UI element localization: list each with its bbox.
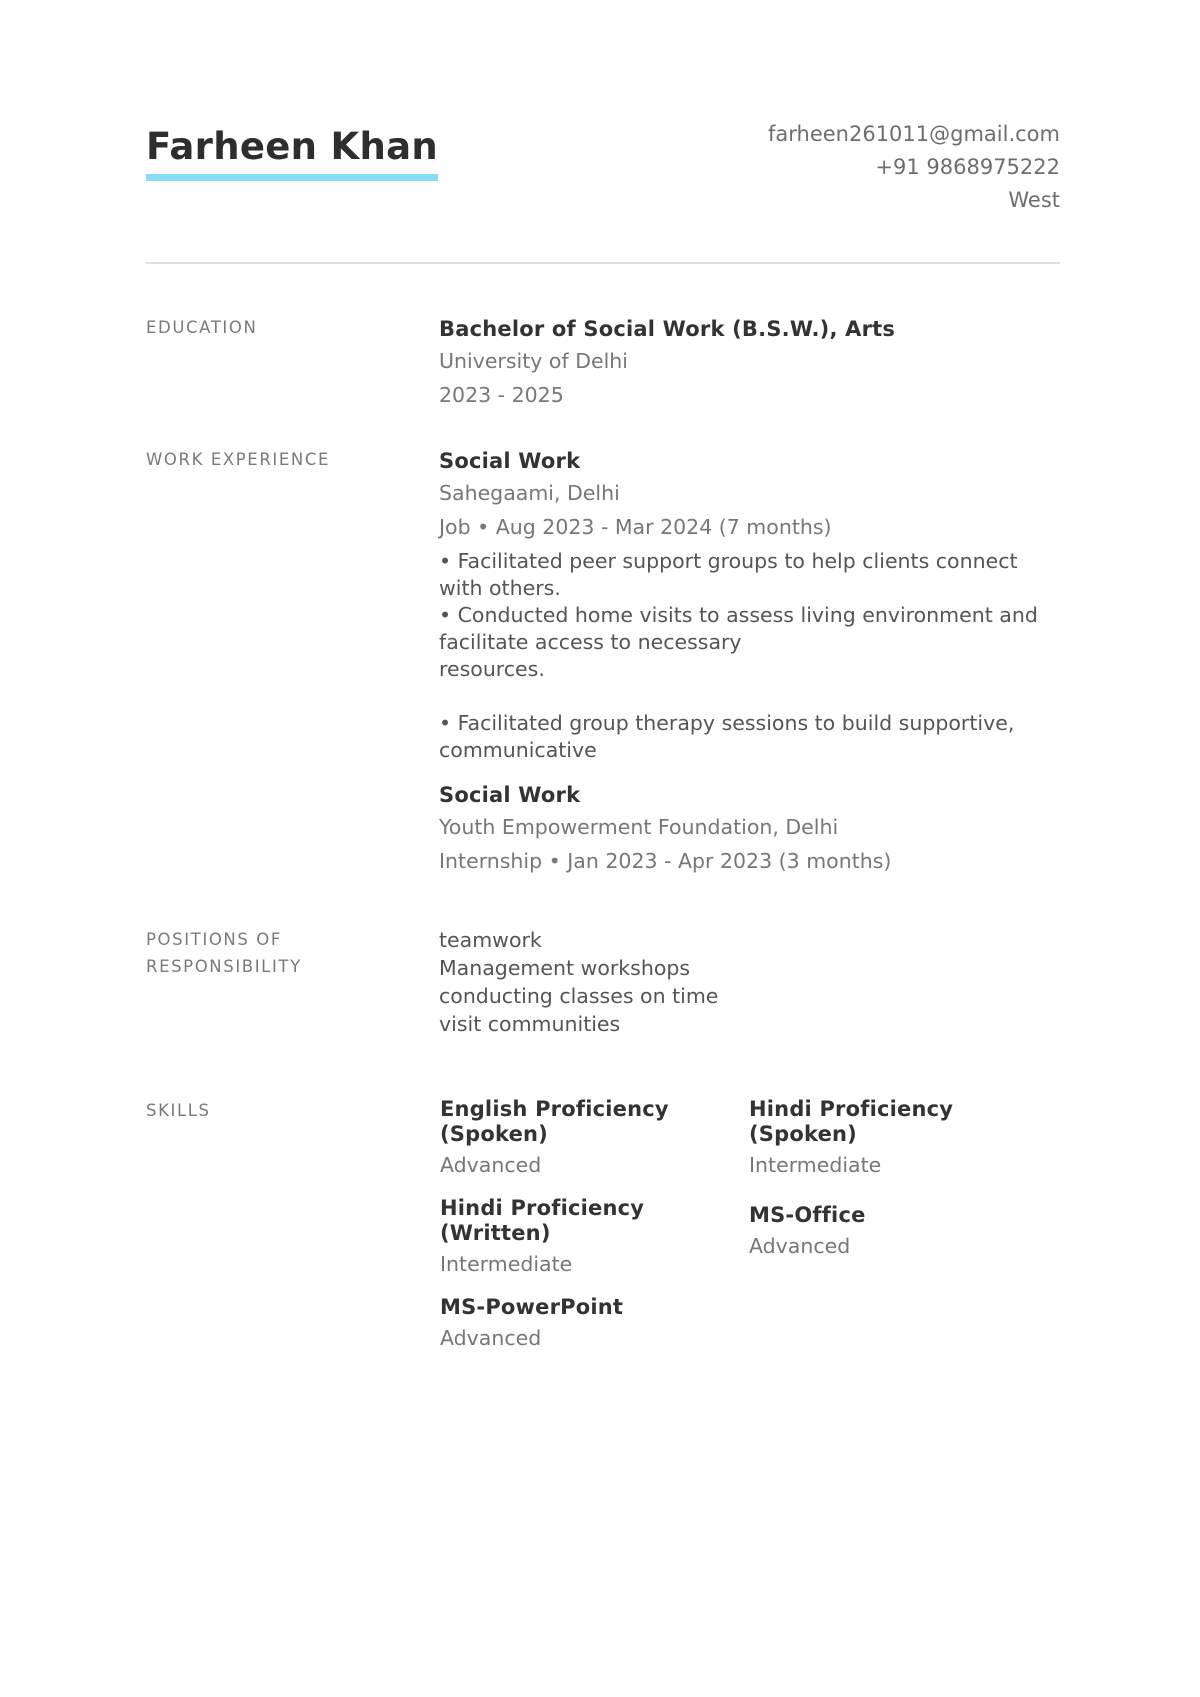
candidate-name: Farheen Khan [146,125,438,168]
skill-name: Hindi Proficiency [749,1097,954,1121]
education-years: 2023 - 2025 [439,383,564,407]
job-title: Social Work [439,449,581,473]
job-description-blank-line [439,683,1060,710]
job-organization: Sahegaami, Delhi [439,481,620,505]
job-description-line: • Facilitated group therapy sessions to build supportive, [439,711,1015,735]
skill-name: Hindi Proficiency [440,1196,645,1220]
skill-name: English Proficiency [440,1097,669,1121]
work-entry [439,780,1060,878]
contact-phone[interactable]: +91 9868975222 [875,155,1060,179]
skill-level: Advanced [440,1326,542,1350]
job-description-line: • Facilitated peer support groups to help clients connect [439,549,1018,573]
resume-header [146,118,1060,238]
skill-level: Intermediate [440,1252,573,1276]
skill-name: MS-Office [749,1203,866,1227]
job-meta: Job • Aug 2023 - Mar 2024 (7 months) [439,515,832,539]
skill-item [440,1295,740,1356]
contact-email[interactable]: farheen261011@gmail.com [767,122,1060,146]
skill-item [749,1203,1049,1264]
name-underline-accent [146,174,438,181]
education-body [439,314,1060,412]
skill-level: Advanced [749,1234,851,1258]
positions-label [146,926,406,980]
name-block [146,124,438,181]
positions-list [439,926,1060,1038]
contact-info [768,118,1060,217]
list-item: conducting classes on time [439,984,719,1008]
skill-name: (Spoken) [749,1122,857,1146]
job-description-line: • Conducted home visits to assess living environment and [439,603,1038,627]
job-description [439,548,1060,764]
work-entry [439,446,1060,764]
skills-column-right [749,1097,1049,1277]
job-organization: Youth Empowerment Foundation, Delhi [439,815,839,839]
skill-name: MS-PowerPoint [440,1295,624,1319]
header-divider [146,262,1060,264]
skill-item [440,1196,740,1282]
skill-item [749,1097,1049,1183]
skill-item [440,1097,740,1183]
positions-label-line: POSITIONS OF [146,930,282,949]
list-item: teamwork [439,928,542,952]
positions-label-line: RESPONSIBILITY [146,957,302,976]
education-label: EDUCATION [146,318,258,337]
list-item: visit communities [439,1012,621,1036]
list-item: Management workshops [439,956,691,980]
job-description-line: resources. [439,657,545,681]
resume-page [146,0,1060,1697]
work-experience-body [439,446,1060,878]
job-description-line: communicative [439,738,597,762]
job-description-line: facilitate access to necessary [439,630,742,654]
job-description-line: with others. [439,576,561,600]
institution-name: University of Delhi [439,349,628,373]
contact-location: West [1008,188,1060,212]
skills-label: SKILLS [146,1101,211,1120]
skill-level: Advanced [440,1153,542,1177]
job-meta: Internship • Jan 2023 - Apr 2023 (3 months) [439,849,892,873]
job-title: Social Work [439,783,581,807]
education-entry [439,314,1060,412]
degree-title: Bachelor of Social Work (B.S.W.), Arts [439,317,896,341]
work-experience-label: WORK EXPERIENCE [146,450,330,469]
skill-name: (Written) [440,1221,551,1245]
skills-column-left [440,1097,740,1369]
skill-level: Intermediate [749,1153,882,1177]
skill-name: (Spoken) [440,1122,548,1146]
